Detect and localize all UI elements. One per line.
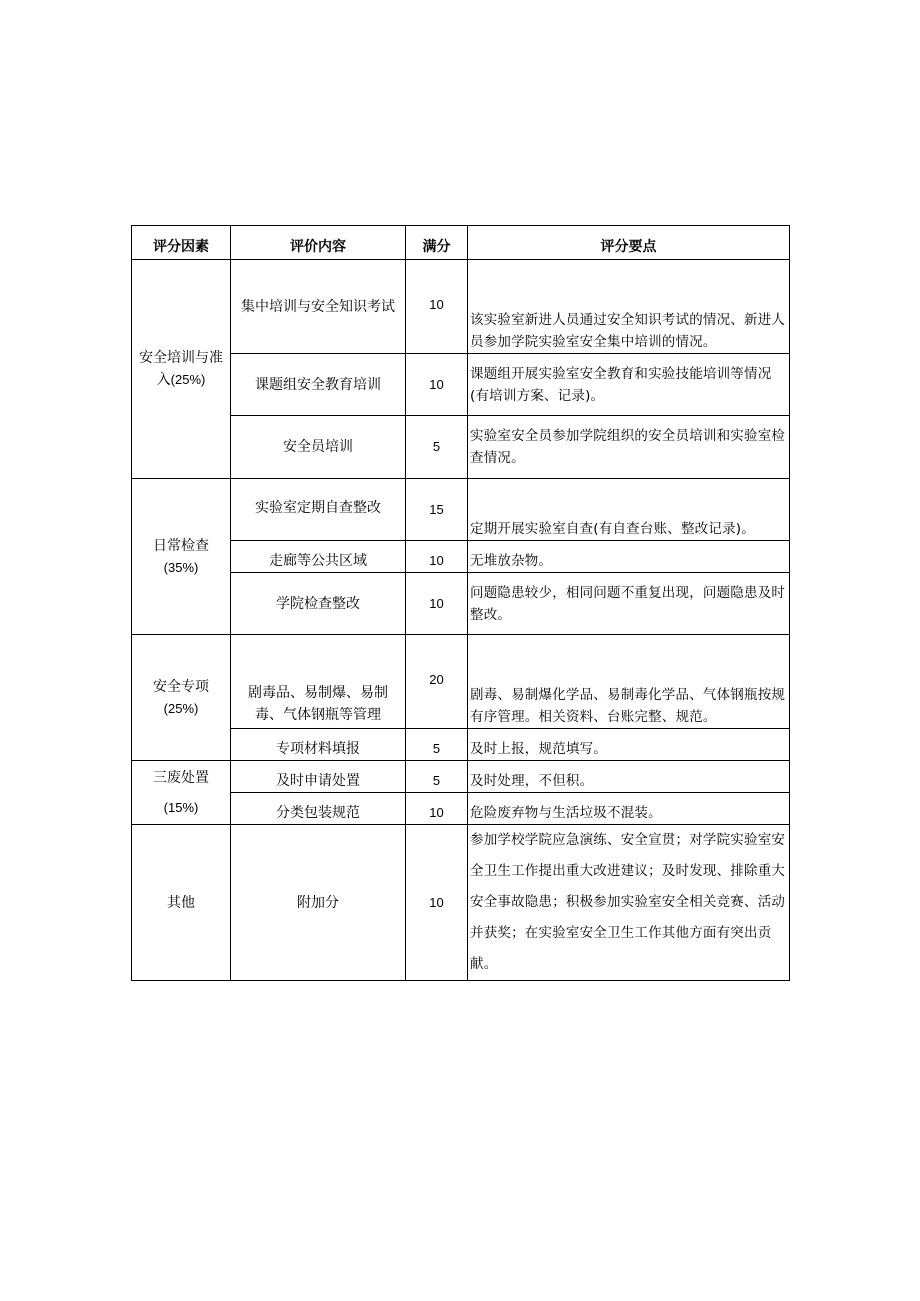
content-cell: 附加分 bbox=[231, 825, 406, 981]
score-cell: 15 bbox=[406, 479, 468, 541]
points-cell: 实验室安全员参加学院组织的安全员培训和实验室检查情况。 bbox=[468, 416, 790, 479]
content-cell: 剧毒品、易制爆、易制毒、气体钢瓶等管理 bbox=[231, 635, 406, 729]
factor-label: 安全专项 bbox=[153, 678, 209, 695]
table-row bbox=[132, 729, 790, 761]
content-cell: 及时申请处置 bbox=[231, 761, 406, 793]
header-score: 满分 bbox=[406, 226, 468, 260]
content-cell: 走廊等公共区域 bbox=[231, 541, 406, 573]
factor-percent: (25%) bbox=[170, 372, 206, 387]
score-cell: 10 bbox=[406, 260, 468, 354]
points-cell: 及时上报，规范填写。 bbox=[468, 729, 790, 761]
score-cell: 10 bbox=[406, 354, 468, 416]
content-cell: 集中培训与安全知识考试 bbox=[231, 260, 406, 354]
factor-label: 日常检查 bbox=[153, 537, 209, 554]
factor-cell bbox=[132, 761, 231, 825]
table-row bbox=[132, 260, 790, 354]
score-cell: 10 bbox=[406, 573, 468, 635]
score-cell: 10 bbox=[406, 541, 468, 573]
table-row bbox=[132, 416, 790, 479]
header-factor: 评分因素 bbox=[132, 226, 231, 260]
table-row bbox=[132, 793, 790, 825]
table-header-row bbox=[132, 226, 790, 260]
points-cell: 课题组开展实验室安全教育和实验技能培训等情况(有培训方案、记录)。 bbox=[468, 354, 790, 416]
factor-label: 安全培训与准入 bbox=[139, 350, 223, 388]
factor-percent: (25%) bbox=[163, 700, 199, 716]
content-cell: 分类包装规范 bbox=[231, 793, 406, 825]
factor-percent: (15%) bbox=[163, 799, 199, 815]
points-cell: 无堆放杂物。 bbox=[468, 541, 790, 573]
points-cell: 参加学校学院应急演练、安全宣贯；对学院实验室安全卫生工作提出重大改进建议；及时发现、排除重大安全事故隐患；积极参加实验室安全相关竞赛、活动并获奖；在实验室安全卫生工作其他方面有突出贡献。 bbox=[468, 825, 790, 981]
score-cell: 10 bbox=[406, 825, 468, 981]
header-points: 评分要点 bbox=[468, 226, 790, 260]
score-cell: 10 bbox=[406, 793, 468, 825]
points-cell: 该实验室新进人员通过安全知识考试的情况、新进人员参加学院实验室安全集中培训的情况。 bbox=[468, 260, 790, 354]
points-cell: 问题隐患较少，相同问题不重复出现，问题隐患及时整改。 bbox=[468, 573, 790, 635]
points-cell: 定期开展实验室自查(有自查台账、整改记录)。 bbox=[468, 479, 790, 541]
content-cell: 安全员培训 bbox=[231, 416, 406, 479]
table-row bbox=[132, 479, 790, 541]
content-cell: 专项材料填报 bbox=[231, 729, 406, 761]
content-cell: 学院检查整改 bbox=[231, 573, 406, 635]
table-row bbox=[132, 573, 790, 635]
table-row bbox=[132, 761, 790, 793]
evaluation-table bbox=[131, 225, 790, 981]
header-content: 评价内容 bbox=[231, 226, 406, 260]
points-cell: 剧毒、易制爆化学品、易制毒化学品、气体钢瓶按规有序管理。相关资料、台账完整、规范。 bbox=[468, 635, 790, 729]
table-row bbox=[132, 825, 790, 981]
score-cell: 20 bbox=[406, 635, 468, 729]
factor-label: 三废处置 bbox=[153, 769, 209, 786]
factor-cell bbox=[132, 825, 231, 981]
score-cell: 5 bbox=[406, 416, 468, 479]
score-cell: 5 bbox=[406, 761, 468, 793]
table-row bbox=[132, 354, 790, 416]
factor-label: 其他 bbox=[167, 894, 195, 911]
factor-percent: (35%) bbox=[163, 559, 199, 575]
content-cell: 课题组安全教育培训 bbox=[231, 354, 406, 416]
points-cell: 危险废弃物与生活垃圾不混装。 bbox=[468, 793, 790, 825]
points-cell: 及时处理，不但积。 bbox=[468, 761, 790, 793]
factor-cell bbox=[132, 260, 231, 479]
factor-cell bbox=[132, 479, 231, 635]
table-row bbox=[132, 635, 790, 729]
score-cell: 5 bbox=[406, 729, 468, 761]
table-row bbox=[132, 541, 790, 573]
content-cell: 实验室定期自查整改 bbox=[231, 479, 406, 541]
factor-cell bbox=[132, 635, 231, 761]
